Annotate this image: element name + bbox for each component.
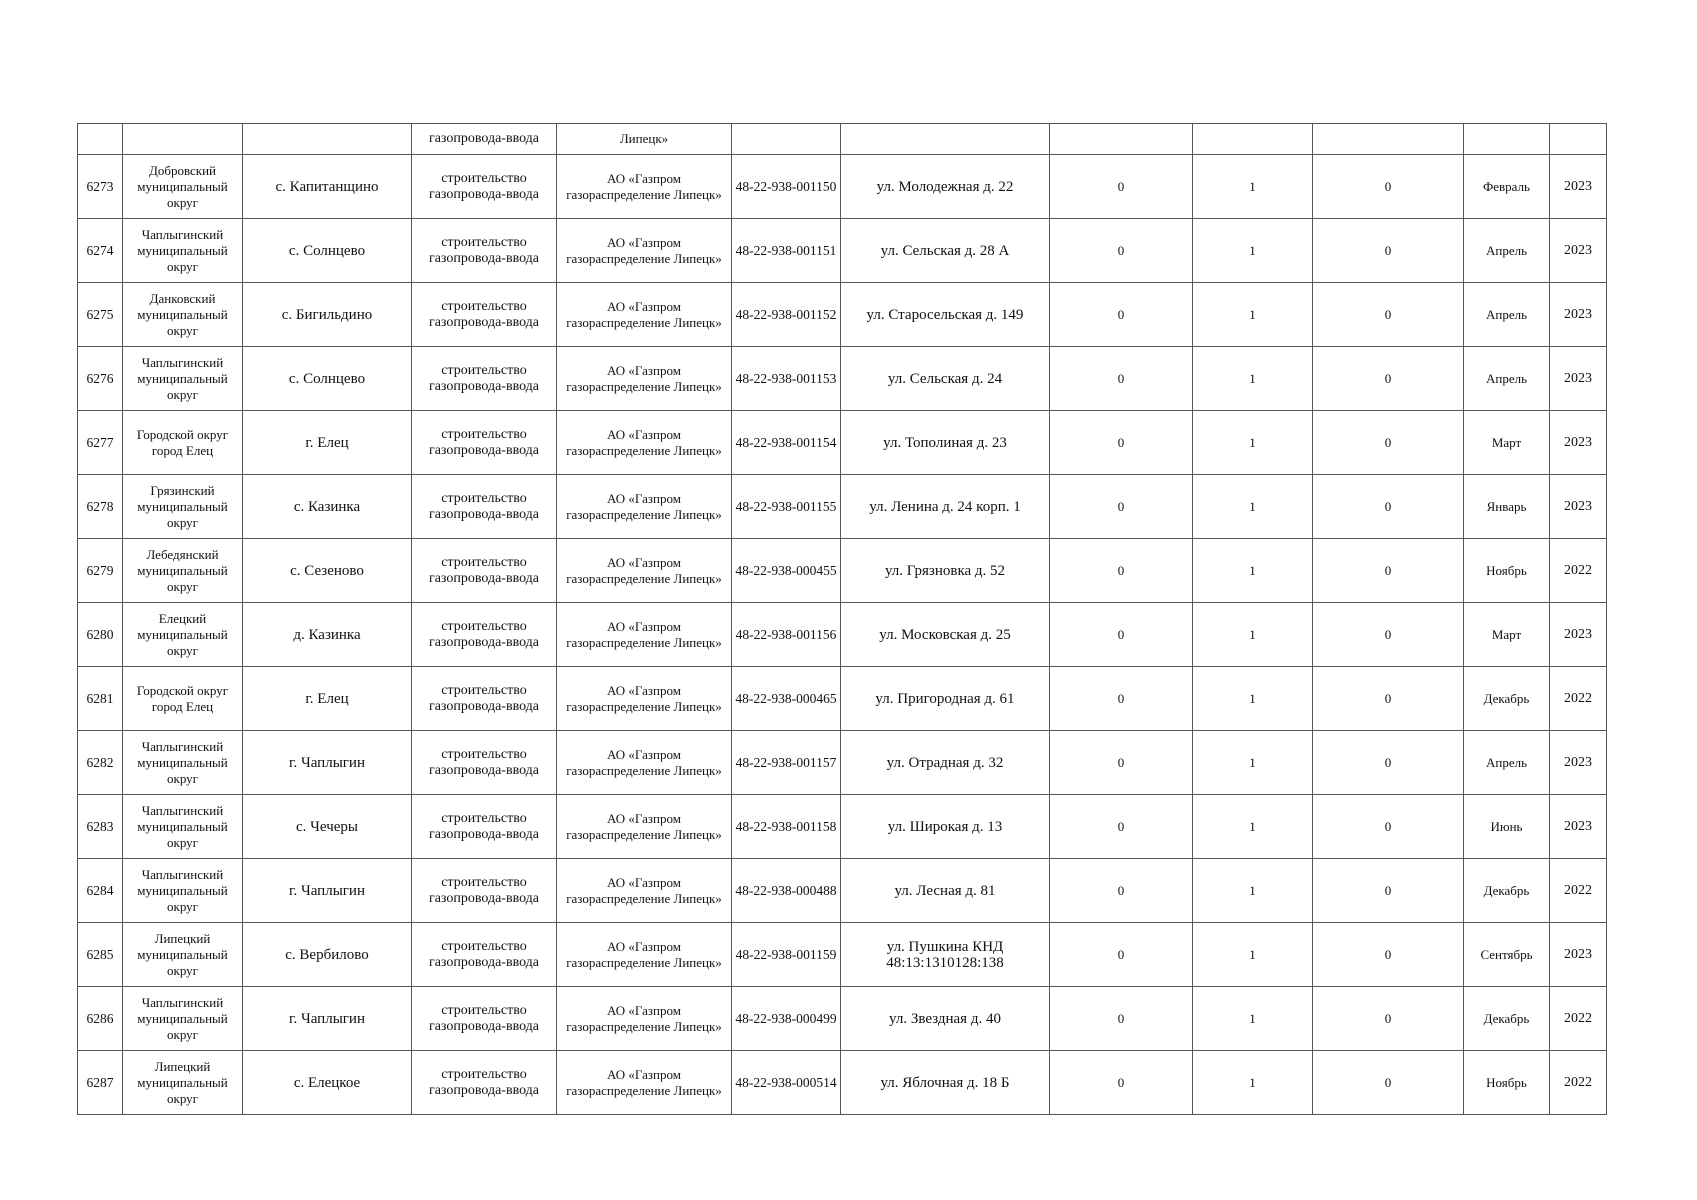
work-type-cell: строительство газопровода-ввода (412, 731, 557, 795)
address-cell: ул. Отрадная д. 32 (841, 731, 1050, 795)
year-cell: 2023 (1550, 219, 1607, 283)
value-1-cell: 0 (1050, 539, 1193, 603)
month-cell: Сентябрь (1464, 923, 1550, 987)
value-1-cell: 0 (1050, 219, 1193, 283)
value-2-cell: 1 (1193, 347, 1313, 411)
locality-cell: с. Капитанщино (243, 155, 412, 219)
value-2-cell: 1 (1193, 411, 1313, 475)
value-1-cell: 0 (1050, 475, 1193, 539)
year-cell: 2022 (1550, 859, 1607, 923)
locality-cell: с. Чечеры (243, 795, 412, 859)
address-cell: ул. Старосельская д. 149 (841, 283, 1050, 347)
organization-cell: АО «Газпром газораспределение Липецк» (557, 347, 732, 411)
row-number-cell: 6286 (78, 987, 123, 1051)
value-2-cell: 1 (1193, 923, 1313, 987)
locality-cell (243, 124, 412, 155)
address-cell: ул. Московская д. 25 (841, 603, 1050, 667)
district-cell: Грязинский муниципальный округ (123, 475, 243, 539)
locality-cell: с. Сезеново (243, 539, 412, 603)
value-2-cell: 1 (1193, 795, 1313, 859)
value-1-cell: 0 (1050, 283, 1193, 347)
organization-cell: АО «Газпром газораспределение Липецк» (557, 219, 732, 283)
district-cell: Данковский муниципальный округ (123, 283, 243, 347)
value-3-cell: 0 (1313, 987, 1464, 1051)
work-type-cell: строительство газопровода-ввода (412, 795, 557, 859)
work-type-cell: строительство газопровода-ввода (412, 923, 557, 987)
value-3-cell: 0 (1313, 475, 1464, 539)
district-cell: Липецкий муниципальный округ (123, 923, 243, 987)
table-row (78, 219, 1607, 283)
value-3-cell: 0 (1313, 859, 1464, 923)
district-cell (123, 124, 243, 155)
table-row (78, 411, 1607, 475)
month-cell: Июнь (1464, 795, 1550, 859)
address-cell: ул. Яблочная д. 18 Б (841, 1051, 1050, 1115)
work-type-cell: строительство газопровода-ввода (412, 475, 557, 539)
locality-cell: с. Солнцево (243, 347, 412, 411)
continuation-row (78, 124, 1607, 155)
work-type-cell: строительство газопровода-ввода (412, 283, 557, 347)
row-number-cell: 6278 (78, 475, 123, 539)
value-1-cell (1050, 124, 1193, 155)
value-1-cell: 0 (1050, 347, 1193, 411)
work-type-cell: строительство газопровода-ввода (412, 155, 557, 219)
row-number-cell: 6282 (78, 731, 123, 795)
address-cell: ул. Грязновка д. 52 (841, 539, 1050, 603)
locality-cell: г. Елец (243, 667, 412, 731)
value-3-cell (1313, 124, 1464, 155)
value-2-cell: 1 (1193, 987, 1313, 1051)
organization-cell: АО «Газпром газораспределение Липецк» (557, 539, 732, 603)
work-type-cell: газопровода-ввода (412, 124, 557, 155)
work-type-cell: строительство газопровода-ввода (412, 859, 557, 923)
district-cell: Добровский муниципальный округ (123, 155, 243, 219)
address-cell: ул. Пушкина КНД 48:13:1310128:138 (841, 923, 1050, 987)
value-1-cell: 0 (1050, 987, 1193, 1051)
registry-code-cell: 48-22-938-000514 (732, 1051, 841, 1115)
work-type-cell: строительство газопровода-ввода (412, 603, 557, 667)
value-1-cell: 0 (1050, 411, 1193, 475)
district-cell: Елецкий муниципальный округ (123, 603, 243, 667)
work-type-cell: строительство газопровода-ввода (412, 411, 557, 475)
address-cell: ул. Пригородная д. 61 (841, 667, 1050, 731)
locality-cell: с. Бигильдино (243, 283, 412, 347)
district-cell: Чаплыгинский муниципальный округ (123, 219, 243, 283)
month-cell: Апрель (1464, 731, 1550, 795)
month-cell: Ноябрь (1464, 539, 1550, 603)
value-3-cell: 0 (1313, 539, 1464, 603)
value-2-cell (1193, 124, 1313, 155)
registry-code-cell: 48-22-938-000499 (732, 987, 841, 1051)
table-row (78, 667, 1607, 731)
row-number-cell: 6276 (78, 347, 123, 411)
row-number-cell: 6275 (78, 283, 123, 347)
month-cell: Ноябрь (1464, 1051, 1550, 1115)
month-cell: Декабрь (1464, 667, 1550, 731)
year-cell: 2023 (1550, 411, 1607, 475)
locality-cell: с. Казинка (243, 475, 412, 539)
table-row (78, 347, 1607, 411)
organization-cell: АО «Газпром газораспределение Липецк» (557, 1051, 732, 1115)
row-number-cell: 6283 (78, 795, 123, 859)
registry-code-cell: 48-22-938-001151 (732, 219, 841, 283)
district-cell: Липецкий муниципальный округ (123, 1051, 243, 1115)
row-number-cell: 6279 (78, 539, 123, 603)
value-3-cell: 0 (1313, 155, 1464, 219)
registry-code-cell: 48-22-938-001157 (732, 731, 841, 795)
registry-code-cell: 48-22-938-001152 (732, 283, 841, 347)
value-3-cell: 0 (1313, 347, 1464, 411)
address-cell: ул. Сельская д. 24 (841, 347, 1050, 411)
value-3-cell: 0 (1313, 219, 1464, 283)
work-type-cell: строительство газопровода-ввода (412, 1051, 557, 1115)
organization-cell: АО «Газпром газораспределение Липецк» (557, 411, 732, 475)
year-cell: 2022 (1550, 539, 1607, 603)
locality-cell: г. Чаплыгин (243, 859, 412, 923)
row-number-cell: 6280 (78, 603, 123, 667)
row-number-cell: 6285 (78, 923, 123, 987)
value-2-cell: 1 (1193, 667, 1313, 731)
locality-cell: с. Солнцево (243, 219, 412, 283)
work-type-cell: строительство газопровода-ввода (412, 987, 557, 1051)
value-2-cell: 1 (1193, 603, 1313, 667)
value-2-cell: 1 (1193, 859, 1313, 923)
value-3-cell: 0 (1313, 283, 1464, 347)
registry-table (77, 123, 1607, 1115)
table-row (78, 987, 1607, 1051)
work-type-cell: строительство газопровода-ввода (412, 667, 557, 731)
table-row (78, 859, 1607, 923)
month-cell: Январь (1464, 475, 1550, 539)
address-cell (841, 124, 1050, 155)
table-row (78, 283, 1607, 347)
district-cell: Чаплыгинский муниципальный округ (123, 347, 243, 411)
row-number-cell: 6273 (78, 155, 123, 219)
value-2-cell: 1 (1193, 475, 1313, 539)
table-row (78, 795, 1607, 859)
value-3-cell: 0 (1313, 795, 1464, 859)
address-cell: ул. Молодежная д. 22 (841, 155, 1050, 219)
address-cell: ул. Ленина д. 24 корп. 1 (841, 475, 1050, 539)
year-cell (1550, 124, 1607, 155)
value-1-cell: 0 (1050, 667, 1193, 731)
registry-code-cell: 48-22-938-000455 (732, 539, 841, 603)
organization-cell: Липецк» (557, 124, 732, 155)
registry-code-cell: 48-22-938-001155 (732, 475, 841, 539)
year-cell: 2023 (1550, 155, 1607, 219)
work-type-cell: строительство газопровода-ввода (412, 219, 557, 283)
row-number-cell (78, 124, 123, 155)
organization-cell: АО «Газпром газораспределение Липецк» (557, 603, 732, 667)
value-2-cell: 1 (1193, 219, 1313, 283)
year-cell: 2023 (1550, 795, 1607, 859)
year-cell: 2022 (1550, 667, 1607, 731)
organization-cell: АО «Газпром газораспределение Липецк» (557, 859, 732, 923)
month-cell: Декабрь (1464, 859, 1550, 923)
year-cell: 2023 (1550, 283, 1607, 347)
value-1-cell: 0 (1050, 603, 1193, 667)
district-cell: Чаплыгинский муниципальный округ (123, 987, 243, 1051)
registry-code-cell: 48-22-938-001154 (732, 411, 841, 475)
table-row (78, 155, 1607, 219)
table-row (78, 923, 1607, 987)
value-1-cell: 0 (1050, 1051, 1193, 1115)
registry-code-cell: 48-22-938-001156 (732, 603, 841, 667)
locality-cell: г. Елец (243, 411, 412, 475)
row-number-cell: 6281 (78, 667, 123, 731)
locality-cell: д. Казинка (243, 603, 412, 667)
year-cell: 2023 (1550, 731, 1607, 795)
row-number-cell: 6274 (78, 219, 123, 283)
address-cell: ул. Тополиная д. 23 (841, 411, 1050, 475)
month-cell: Апрель (1464, 347, 1550, 411)
value-3-cell: 0 (1313, 667, 1464, 731)
district-cell: Городской округ город Елец (123, 411, 243, 475)
locality-cell: с. Вербилово (243, 923, 412, 987)
table-row (78, 475, 1607, 539)
organization-cell: АО «Газпром газораспределение Липецк» (557, 283, 732, 347)
year-cell: 2023 (1550, 923, 1607, 987)
month-cell: Декабрь (1464, 987, 1550, 1051)
value-3-cell: 0 (1313, 603, 1464, 667)
organization-cell: АО «Газпром газораспределение Липецк» (557, 667, 732, 731)
value-3-cell: 0 (1313, 1051, 1464, 1115)
organization-cell: АО «Газпром газораспределение Липецк» (557, 923, 732, 987)
locality-cell: г. Чаплыгин (243, 731, 412, 795)
year-cell: 2023 (1550, 475, 1607, 539)
value-2-cell: 1 (1193, 731, 1313, 795)
work-type-cell: строительство газопровода-ввода (412, 347, 557, 411)
registry-code-cell: 48-22-938-001159 (732, 923, 841, 987)
value-3-cell: 0 (1313, 411, 1464, 475)
address-cell: ул. Широкая д. 13 (841, 795, 1050, 859)
work-type-cell: строительство газопровода-ввода (412, 539, 557, 603)
value-1-cell: 0 (1050, 923, 1193, 987)
district-cell: Чаплыгинский муниципальный округ (123, 795, 243, 859)
organization-cell: АО «Газпром газораспределение Липецк» (557, 731, 732, 795)
registry-code-cell (732, 124, 841, 155)
value-1-cell: 0 (1050, 155, 1193, 219)
month-cell: Апрель (1464, 283, 1550, 347)
address-cell: ул. Сельская д. 28 А (841, 219, 1050, 283)
value-3-cell: 0 (1313, 923, 1464, 987)
value-1-cell: 0 (1050, 795, 1193, 859)
table-row (78, 1051, 1607, 1115)
locality-cell: с. Елецкое (243, 1051, 412, 1115)
month-cell: Февраль (1464, 155, 1550, 219)
registry-code-cell: 48-22-938-000488 (732, 859, 841, 923)
month-cell: Апрель (1464, 219, 1550, 283)
month-cell: Март (1464, 603, 1550, 667)
registry-code-cell: 48-22-938-001150 (732, 155, 841, 219)
month-cell (1464, 124, 1550, 155)
organization-cell: АО «Газпром газораспределение Липецк» (557, 475, 732, 539)
value-3-cell: 0 (1313, 731, 1464, 795)
district-cell: Чаплыгинский муниципальный округ (123, 859, 243, 923)
district-cell: Городской округ город Елец (123, 667, 243, 731)
value-2-cell: 1 (1193, 283, 1313, 347)
value-1-cell: 0 (1050, 859, 1193, 923)
value-2-cell: 1 (1193, 155, 1313, 219)
row-number-cell: 6277 (78, 411, 123, 475)
month-cell: Март (1464, 411, 1550, 475)
value-2-cell: 1 (1193, 539, 1313, 603)
year-cell: 2022 (1550, 1051, 1607, 1115)
organization-cell: АО «Газпром газораспределение Липецк» (557, 795, 732, 859)
value-2-cell: 1 (1193, 1051, 1313, 1115)
registry-code-cell: 48-22-938-001158 (732, 795, 841, 859)
address-cell: ул. Лесная д. 81 (841, 859, 1050, 923)
year-cell: 2023 (1550, 603, 1607, 667)
district-cell: Чаплыгинский муниципальный округ (123, 731, 243, 795)
table-row (78, 603, 1607, 667)
row-number-cell: 6284 (78, 859, 123, 923)
locality-cell: г. Чаплыгин (243, 987, 412, 1051)
year-cell: 2022 (1550, 987, 1607, 1051)
table-body (78, 124, 1607, 1115)
organization-cell: АО «Газпром газораспределение Липецк» (557, 987, 732, 1051)
year-cell: 2023 (1550, 347, 1607, 411)
address-cell: ул. Звездная д. 40 (841, 987, 1050, 1051)
organization-cell: АО «Газпром газораспределение Липецк» (557, 155, 732, 219)
district-cell: Лебедянский муниципальный округ (123, 539, 243, 603)
registry-code-cell: 48-22-938-001153 (732, 347, 841, 411)
row-number-cell: 6287 (78, 1051, 123, 1115)
table-row (78, 539, 1607, 603)
table-row (78, 731, 1607, 795)
value-1-cell: 0 (1050, 731, 1193, 795)
registry-code-cell: 48-22-938-000465 (732, 667, 841, 731)
